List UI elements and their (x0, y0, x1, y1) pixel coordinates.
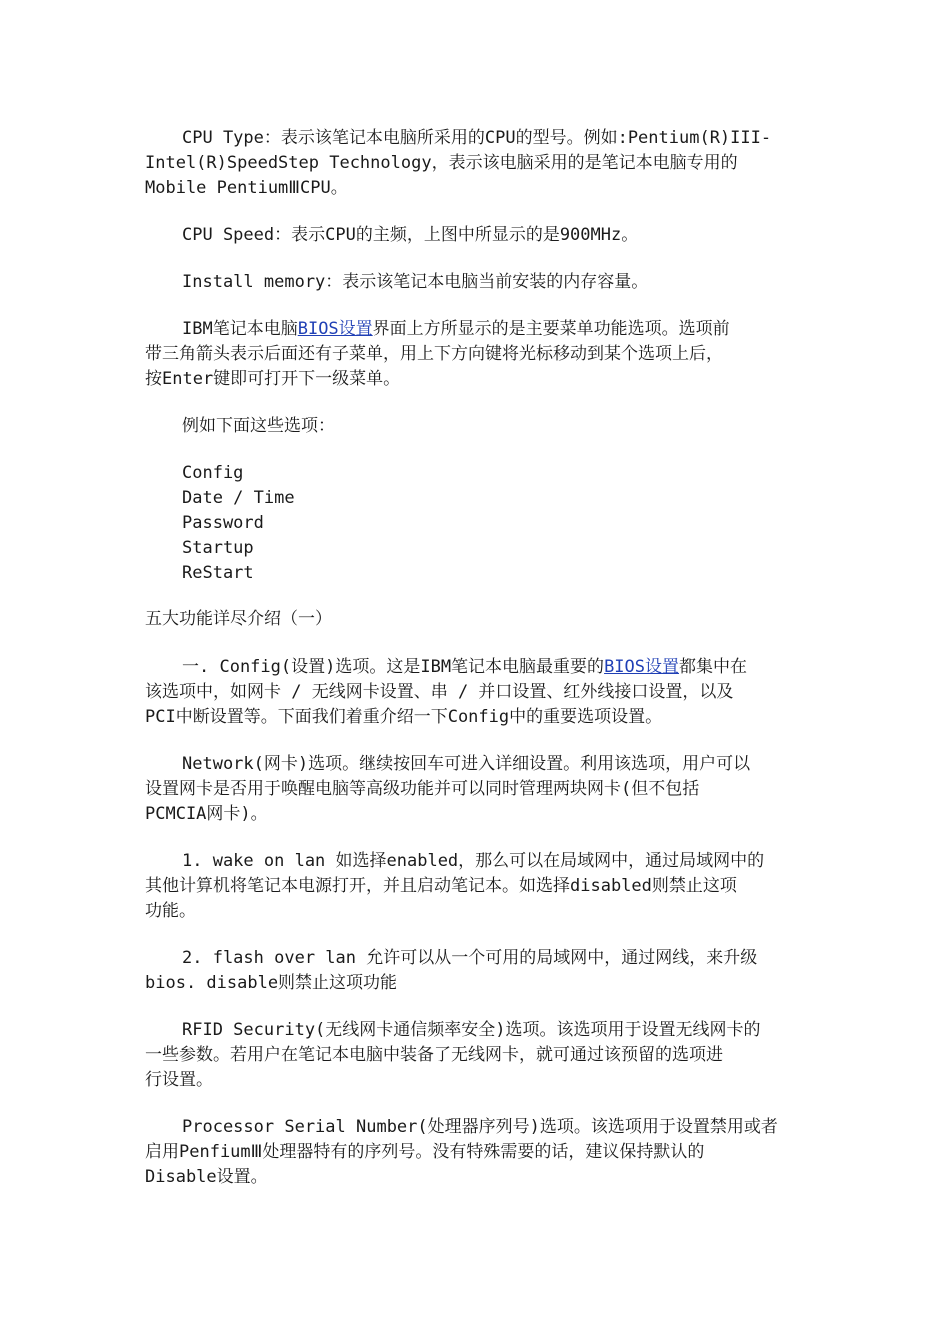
text-line: 启用PenfiumⅢ处理器特有的序列号。没有特殊需要的话，建议保持默认的 (145, 1142, 705, 1162)
text-line: Install memory：表示该笔记本电脑当前安装的内存容量。 (182, 272, 649, 292)
menu-intro-paragraph (145, 317, 810, 392)
text-line: 功能。 (145, 901, 196, 921)
text-line: 该选项中，如网卡 / 无线网卡设置、串 / 并口设置、红外线接口设置，以及 (145, 682, 734, 702)
processor-serial-paragraph (145, 1115, 810, 1190)
text-line (145, 317, 810, 342)
text-line: PCMCIA网卡)。 (145, 804, 268, 824)
install-memory-paragraph (145, 270, 810, 295)
text-line: 例如下面这些选项： (182, 416, 335, 436)
example-intro-paragraph (145, 414, 810, 439)
text-line: bios. disable则禁止这项功能 (145, 973, 398, 993)
list-item: Password (182, 513, 264, 533)
heading-text: 五大功能详尽介绍（一） (145, 609, 332, 629)
text-line: Processor Serial Number(处理器序列号)选项。该选项用于设置禁用或者 (182, 1117, 778, 1137)
text-line: CPU Type：表示该笔记本电脑所采用的CPU的型号。例如:Pentium(R)III- (182, 128, 772, 148)
text-fragment: 都集中在 (679, 657, 748, 677)
text-line: Intel(R)SpeedStep Technology，表示该电脑采用的是笔记本电脑专用的 (145, 153, 738, 173)
text-line (145, 655, 810, 680)
config-intro-paragraph (145, 655, 810, 730)
section-heading (145, 607, 810, 632)
cpu-speed-paragraph (145, 223, 810, 248)
bios-settings-link[interactable]: BIOS设置 (297, 319, 373, 339)
text-line: Disable设置。 (145, 1167, 268, 1187)
text-line: RFID Security(无线网卡通信频率安全)选项。该选项用于设置无线网卡的 (182, 1020, 761, 1040)
text-line: Mobile PentiumⅢCPU。 (145, 178, 348, 198)
text-line: 按Enter键即可打开下一级菜单。 (145, 369, 401, 389)
text-fragment: IBM笔记本电脑 (182, 319, 298, 339)
list-item: Config (182, 463, 244, 483)
list-item: Date / Time (182, 488, 295, 508)
flash-over-lan-paragraph (145, 946, 810, 996)
text-fragment: 一. Config(设置)选项。这是IBM笔记本电脑最重要的 (182, 657, 605, 677)
text-line: 行设置。 (145, 1070, 213, 1090)
text-line: 设置网卡是否用于唤醒电脑等高级功能并可以同时管理两块网卡(但不包括 (145, 779, 700, 799)
list-item: Startup (182, 538, 254, 558)
text-line: CPU Speed：表示CPU的主频，上图中所显示的是900MHz。 (182, 225, 639, 245)
options-list (145, 461, 810, 586)
list-item: ReStart (182, 563, 254, 583)
text-line: 一些参数。若用户在笔记本电脑中装备了无线网卡，就可通过该预留的选项进 (145, 1045, 723, 1065)
text-line: Network(网卡)选项。继续按回车可进入详细设置。利用该选项，用户可以 (182, 754, 751, 774)
wake-on-lan-paragraph (145, 849, 810, 924)
text-line: 带三角箭头表示后面还有子菜单，用上下方向键将光标移动到某个选项上后， (145, 344, 723, 364)
text-fragment: 界面上方所显示的是主要菜单功能选项。选项前 (372, 319, 730, 339)
rfid-security-paragraph (145, 1018, 810, 1093)
bios-settings-link[interactable]: BIOS设置 (604, 657, 680, 677)
text-line: 1. wake on lan 如选择enabled，那么可以在局域网中，通过局域网中的 (182, 851, 765, 871)
text-line: PCI中断设置等。下面我们着重介绍一下Config中的重要选项设置。 (145, 707, 663, 727)
text-line: 其他计算机将笔记本电源打开，并且启动笔记本。如选择disabled则禁止这项 (145, 876, 737, 896)
cpu-type-paragraph (145, 126, 810, 201)
network-paragraph (145, 752, 810, 827)
text-line: 2. flash over lan 允许可以从一个可用的局域网中，通过网线，来升级 (182, 948, 758, 968)
